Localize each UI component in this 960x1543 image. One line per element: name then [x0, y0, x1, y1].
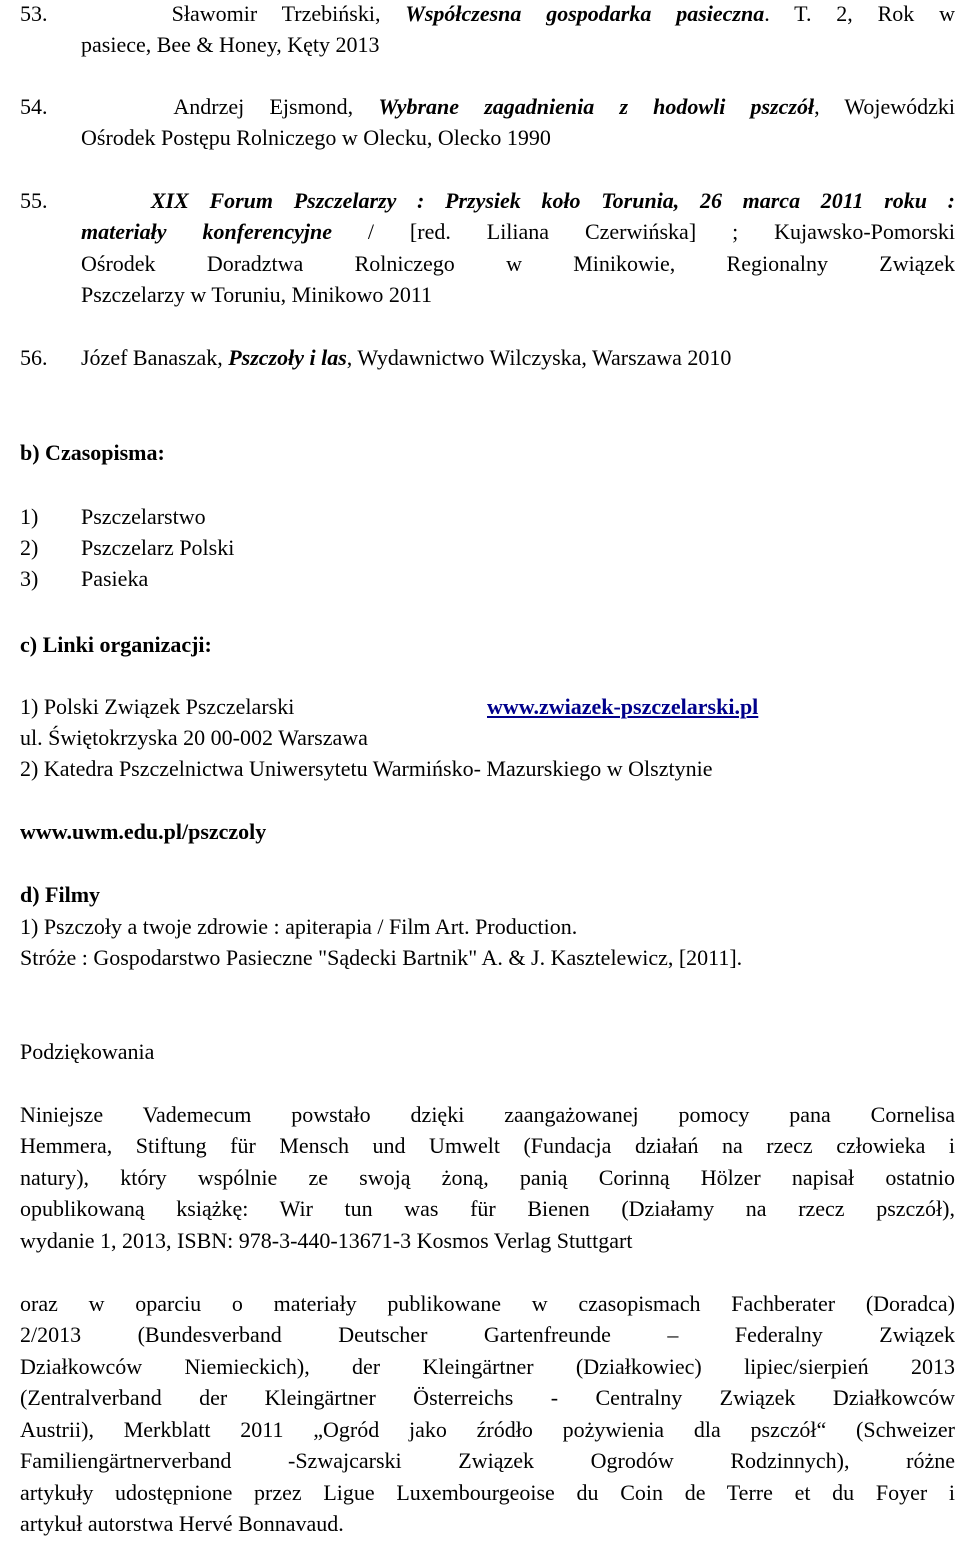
entry-54-rest1: , Wojewódzki [814, 94, 955, 119]
entry-53-rest1: . T. 2, Rok w [764, 1, 955, 26]
ack-p2-line: 2/2013 (Bundesverband Deutscher Gartenfreunde – Federalny Związek [20, 1322, 955, 1347]
entry-56-rest1: , Wydawnictwo Wilczyska, Warszawa 2010 [346, 345, 732, 370]
entry-54-author: Andrzej Ejsmond, [173, 94, 379, 119]
ack-p1-line: opublikowaną książkę: Wir tun was für Bienen (Działamy na rzecz pszczół), [20, 1196, 955, 1221]
ack-p2-line: oraz w oparciu o materiały publikowane w czasopismach Fachberater (Doradca) [20, 1291, 955, 1316]
journals-heading: b) Czasopisma: [20, 440, 165, 465]
entry-55-line1 [20, 187, 955, 215]
entry-53-title: Współczesna gospodarka pasieczna [405, 1, 765, 26]
entry-56-author: Józef Banaszak, [81, 345, 229, 370]
ack-p2-line: artykuł autorstwa Hervé Bonnavaud. [20, 1511, 344, 1536]
entry-53-author: Sławomir Trzebiński, [171, 1, 406, 26]
entry-56-line1 [20, 344, 731, 372]
film-line2: Stróże : Gospodarstwo Pasieczne "Sądecki Bartnik" A. & J. Kasztelewicz, [2011]. [20, 945, 743, 970]
entry-54-title: Wybrane zagadnienia z hodowli pszczół [378, 94, 815, 119]
journal-item-label: Pszczelarz Polski [81, 535, 235, 560]
entry-55-number: 55. [20, 188, 48, 213]
entry-55-line2 [81, 218, 955, 246]
ack-p1-line: Hemmera, Stiftung für Mensch und Umwelt (Fundacja działań na rzecz człowieka i [20, 1133, 955, 1158]
journal-item-label: Pszczelarstwo [81, 504, 206, 529]
journal-item-number: 3) [20, 566, 39, 591]
org1-name: 1) Polski Związek Pszczelarski [20, 694, 295, 719]
entry-55-title2: materiały konferencyjne [81, 219, 332, 244]
entry-56-title: Pszczoły i las [228, 345, 347, 370]
entry-55-line4: Pszczelarzy w Toruniu, Minikowo 2011 [81, 282, 433, 307]
journal-item [20, 534, 234, 562]
ack-p2-line: Działkowców Niemieckich), der Kleingärtner (Działkowiec) lipiec/sierpień 2013 [20, 1354, 955, 1379]
org2-name: 2) Katedra Pszczelnictwa Uniwersytetu Warmińsko- Mazurskiego w Olsztynie [20, 756, 713, 781]
entry-54-line1 [20, 93, 955, 121]
entry-56-number: 56. [20, 345, 48, 370]
entry-55-title1: XIX Forum Pszczelarzy : Przysiek koło Torunia, 26 marca 2011 roku : [150, 188, 955, 213]
entry-53-line2: pasiece, Bee & Honey, Kęty 2013 [81, 32, 380, 57]
ack-p2-line: Familiengärtnerverband -Szwajcarski Związek Ogrodów Rodzinnych), różne [20, 1448, 955, 1473]
journal-item [20, 565, 148, 593]
ack-p2-line: artykuły udostępnione przez Ligue Luxembourgeoise du Coin de Terre et du Foyer i [20, 1480, 955, 1505]
entry-54-number: 54. [20, 94, 48, 119]
ack-p1-line: wydanie 1, 2013, ISBN: 978-3-440-13671-3 Kosmos Verlag Stuttgart [20, 1228, 633, 1253]
entry-54-line2: Ośrodek Postępu Rolniczego w Olecku, Olecko 1990 [81, 125, 551, 150]
links-heading: c) Linki organizacji: [20, 632, 212, 657]
entry-55-rest2b: Kujawsko-Pomorski [774, 219, 955, 244]
entry-55-line3: Ośrodek Doradztwa Rolniczego w Minikowie, Regionalny Związek [81, 251, 955, 276]
ack-p1-line: Niniejsze Vademecum powstało dzięki zaangażowanej pomocy pana Cornelisa [20, 1102, 955, 1127]
journal-item [20, 503, 206, 531]
ack-p2-line: (Zentralverband der Kleingärtner Österreichs - Centralny Związek Działkowców [20, 1385, 955, 1410]
ack-p1-line: natury), który wspólnie ze swoją żoną, panią Corinną Hölzer napisał ostatnio [20, 1165, 955, 1190]
film-line1: 1) Pszczoły a twoje zdrowie : apiterapia / Film Art. Production. [20, 914, 578, 939]
films-heading: d) Filmy [20, 882, 101, 907]
entry-53-number: 53. [20, 1, 48, 26]
acknowledgements-heading: Podziękowania [20, 1039, 155, 1064]
org1-address: ul. Świętokrzyska 20 00-002 Warszawa [20, 725, 368, 750]
org1-link[interactable]: www.zwiazek-pszczelarski.pl [487, 694, 759, 719]
org2-link[interactable]: www.uwm.edu.pl/pszczoly [20, 819, 267, 844]
journal-item-label: Pasieka [81, 566, 149, 591]
ack-p2-line: Austrii), Merkblatt 2011 „Ogród jako źródło pożywienia dla pszczół“ (Schweizer [20, 1417, 955, 1442]
journal-item-number: 2) [20, 535, 39, 560]
entry-55-rest2a: / [red. Liliana Czerwińska] ; [331, 219, 739, 244]
journal-item-number: 1) [20, 504, 39, 529]
entry-53-line1 [20, 0, 955, 28]
